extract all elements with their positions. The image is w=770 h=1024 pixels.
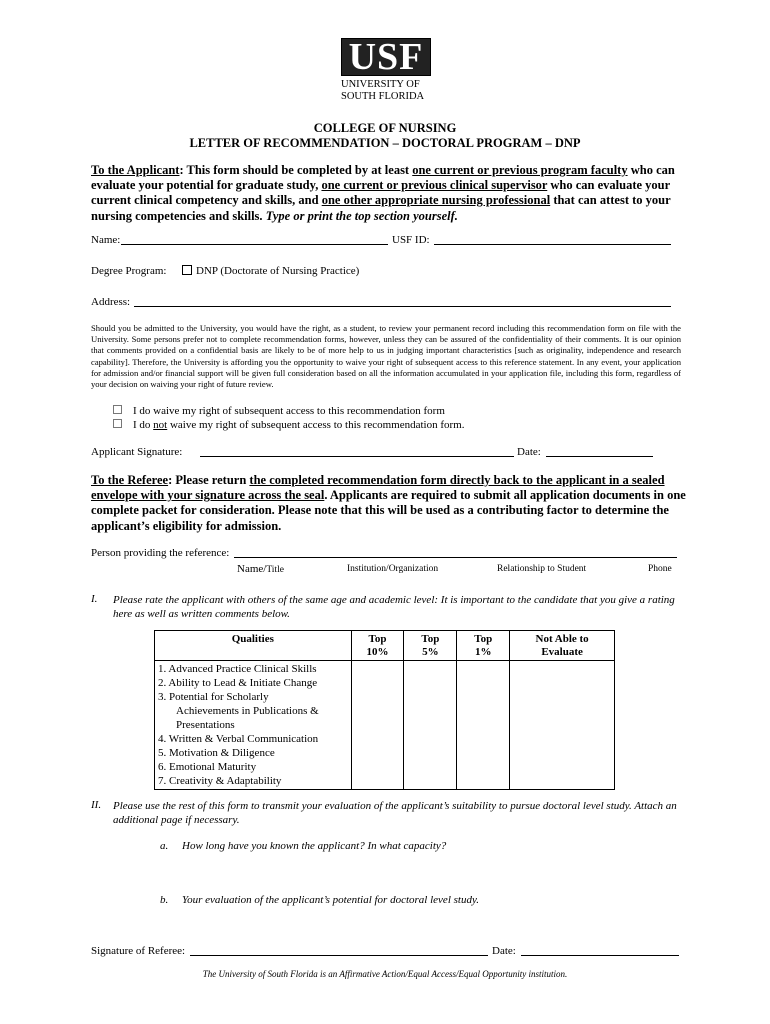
referee-heading: To the Referee (91, 473, 169, 487)
applicant-date-field[interactable] (546, 456, 653, 457)
usf-logo-line1: UNIVERSITY OF (341, 79, 420, 90)
section-i-text: Please rate the applicant with others of the same age and academic level: It is important to the candidate that you give a rating here as well as written comments below. (113, 594, 675, 620)
ratings-header-row (155, 631, 615, 661)
question-b-label: b. (160, 894, 169, 906)
degree-program-label: Degree Program: (91, 265, 167, 277)
section-ii-text: Please use the rest of this form to transmit your evaluation of the applicant’s suitability to pursue doctoral level study. Attach an additional page if necessary. (113, 800, 677, 826)
name-label: Name: (91, 234, 121, 246)
referee-signature-label: Signature of Referee: (91, 945, 186, 957)
quality-item: 3. Potential for Scholarly (158, 691, 269, 703)
not-waive-label-b: waive my right of subsequent access to this recommendation form. (167, 419, 465, 431)
rating-cell-top-1[interactable] (457, 661, 510, 790)
applicant-signature-label: Applicant Signature: (91, 446, 183, 458)
applicant-italic-note: Type or print the top section yourself. (265, 208, 458, 223)
degree-option-dnp[interactable] (182, 265, 359, 277)
address-label: Address: (91, 296, 131, 308)
quality-item-cont: Achievements in Publications & (176, 705, 319, 717)
ratings-body-row (155, 661, 615, 790)
usf-id-field[interactable] (434, 244, 671, 245)
waiver-option-not-waive[interactable] (113, 419, 464, 431)
quality-item: 5. Motivation & Diligence (158, 747, 275, 759)
applicant-text-4: that can attest to your nursing competencies and skills. (91, 193, 671, 223)
header-top-1: Top 1% (457, 631, 510, 661)
reference-institution: Institution/Organization (347, 564, 439, 574)
referee-text-2: . Applicants are required to submit all application documents in one complete packet for consideration. Please note that this will be used as a contributing factor to determine the applicant’s eligibility for admission. (91, 488, 686, 533)
referee-signature-field[interactable] (190, 955, 488, 956)
usf-logo-line2: SOUTH FLORIDA (341, 91, 425, 102)
applicant-text-1: : This form should be completed by at least (179, 163, 413, 177)
footer-statement: The University of South Florida is an Affirmative Action/Equal Access/Equal Opportunity institution. (202, 969, 568, 979)
usf-id-label: USF ID: (392, 234, 430, 246)
degree-option-label: DNP (Doctorate of Nursing Practice) (196, 265, 360, 277)
question-b-text: Your evaluation of the applicant’s potential for doctoral level study. (182, 894, 479, 906)
quality-item: 1. Advanced Practice Clinical Skills (158, 663, 317, 675)
quality-item: 7. Creativity & Adaptability (158, 775, 282, 787)
not-waive-label-not: not (153, 419, 168, 431)
rights-paragraph: Should you be admitted to the University, you would have the right, as a student, to review your permanent record including this recommendation form on file with the University. Some persons prefer not to complete recommendation forms, however, unless they can be assured of the confidentiality of their comments. It is our opinion that comments provided on a confidential basis are likely to be of more help to us in judging important characteristics [such as originality, independence and research capability]. Therefore, the University is affording you the opportunity to waive your right of subsequent access to this reference statement. In any event, your application for admission and/or financial support will be given full consideration based on all the information accumulated in your application file, including this form, regardless of your decision on waiving your right of future review. (91, 323, 681, 390)
name-field[interactable] (121, 244, 388, 245)
applicant-underline-3: one other appropriate nursing professional (321, 193, 551, 208)
question-a-label: a. (160, 840, 169, 852)
not-waive-label-a: I do (133, 419, 154, 431)
applicant-underline-2: one current or previous clinical supervisor (321, 178, 548, 193)
header-not-able: Not Able to Evaluate (510, 631, 615, 661)
degree-checkbox[interactable] (182, 265, 192, 275)
reference-person-field[interactable] (234, 557, 677, 558)
applicant-signature-field[interactable] (200, 456, 514, 457)
section-ii-number: II. (91, 799, 102, 811)
name-title-part-a: Name/ (237, 563, 267, 575)
waiver-option-waive[interactable] (113, 405, 445, 417)
quality-item-cont: Presentations (176, 719, 235, 731)
rating-cell-top-10[interactable] (351, 661, 404, 790)
applicant-heading: To the Applicant (91, 163, 180, 177)
waive-label: I do waive my right of subsequent access to this recommendation form (133, 405, 445, 417)
header-qualities (155, 631, 352, 661)
header-qualities-text: Qualities (231, 633, 274, 645)
rating-cell-top-5[interactable] (404, 661, 457, 790)
usf-logo-mark: USF (348, 36, 424, 78)
question-a-text: How long have you known the applicant? In what capacity? (182, 840, 447, 852)
referee-text-1: : Please return (168, 473, 250, 487)
applicant-date-label: Date: (517, 446, 541, 458)
college-title: COLLEGE OF NURSING (313, 121, 457, 135)
rating-cell-not-able[interactable] (510, 661, 615, 790)
applicant-underline-1: one current or previous program faculty (412, 163, 628, 177)
qualities-list (155, 661, 352, 790)
referee-date-field[interactable] (521, 955, 679, 956)
waive-checkbox[interactable] (113, 405, 122, 414)
form-title: LETTER OF RECOMMENDATION – DOCTORAL PROGRAM – DNP (189, 136, 581, 150)
not-waive-checkbox[interactable] (113, 419, 122, 428)
ratings-table (154, 630, 615, 790)
reference-name-title (237, 563, 284, 575)
quality-item: 6. Emotional Maturity (158, 761, 257, 773)
address-field[interactable] (134, 306, 671, 307)
referee-instructions (91, 473, 687, 534)
name-title-part-b: Title (266, 565, 284, 575)
reference-person-label: Person providing the reference: (91, 547, 230, 559)
reference-relationship: Relationship to Student (497, 564, 587, 574)
quality-item: 4. Written & Verbal Communication (158, 733, 319, 745)
usf-logo (341, 38, 431, 104)
section-i-number: I. (91, 593, 98, 605)
quality-item: 2. Ability to Lead & Initiate Change (158, 677, 318, 689)
referee-date-label: Date: (492, 945, 516, 957)
applicant-text-2: who can evaluate your potential for graduate study, (91, 163, 675, 193)
referee-underline-1: the completed recommendation form directly back to the applicant in a sealed envelope with your signature across the seal (91, 473, 665, 503)
applicant-instructions (91, 163, 687, 224)
header-top-5: Top 5% (404, 631, 457, 661)
reference-phone: Phone (648, 564, 672, 574)
header-top-10: Top 10% (351, 631, 404, 661)
applicant-text-3: who can evaluate your current clinical competency and skills, and (91, 178, 670, 208)
